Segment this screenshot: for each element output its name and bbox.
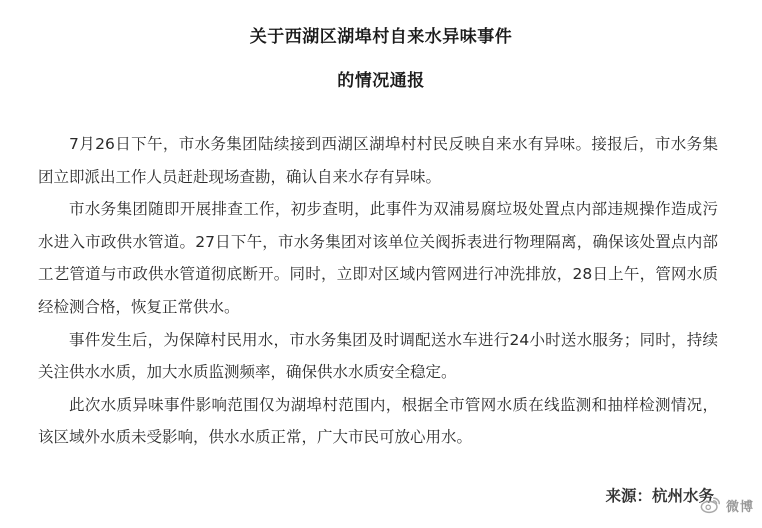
source-attribution: 来源：杭州水务 xyxy=(605,487,714,505)
notice-title-line-2: 的情况通报 xyxy=(337,71,425,91)
paragraph-1: 7月26日下午，市水务集团陆续接到西湖区湖埠村村民反映自来水有异味。接报后，市水务集团立即派出工作人员赶赴现场查勘，确认自来水存有异味。 xyxy=(38,135,718,186)
watermark-text: 微博 xyxy=(725,499,754,515)
paragraph-4: 此次水质异味事件影响范围仅为湖埠村范围内，根据全市管网水质在线监测和抽样检测情况，该区域外水质未受影响，供水水质正常，广大市民可放心用水。 xyxy=(38,395,718,447)
paragraph-2: 市水务集团随即开展排查工作，初步查明，此事件为双浦易腐垃圾处置点内部违规操作造成污水进入市政供水管道。27日下午，市水务集团对该单位关阀拆表进行物理隔离，确保该处置点内部工艺管道与市政供水管道彻底断开。同时，立即对区域内管网进行冲洗排放，28日上午，管网水质经检测合格，恢复正常供水。 xyxy=(38,200,718,316)
watermark xyxy=(700,494,754,516)
notice-title-line-1: 关于西湖区湖埠村自来水异味事件 xyxy=(249,27,513,47)
weibo-logo-icon xyxy=(700,494,722,516)
paragraph-3: 事件发生后，为保障村民用水，市水务集团及时调配送水车进行24小时送水服务；同时，持续关注供水水质，加大水质监测频率，确保供水水质安全稳定。 xyxy=(38,330,718,382)
notice-body xyxy=(38,128,718,454)
